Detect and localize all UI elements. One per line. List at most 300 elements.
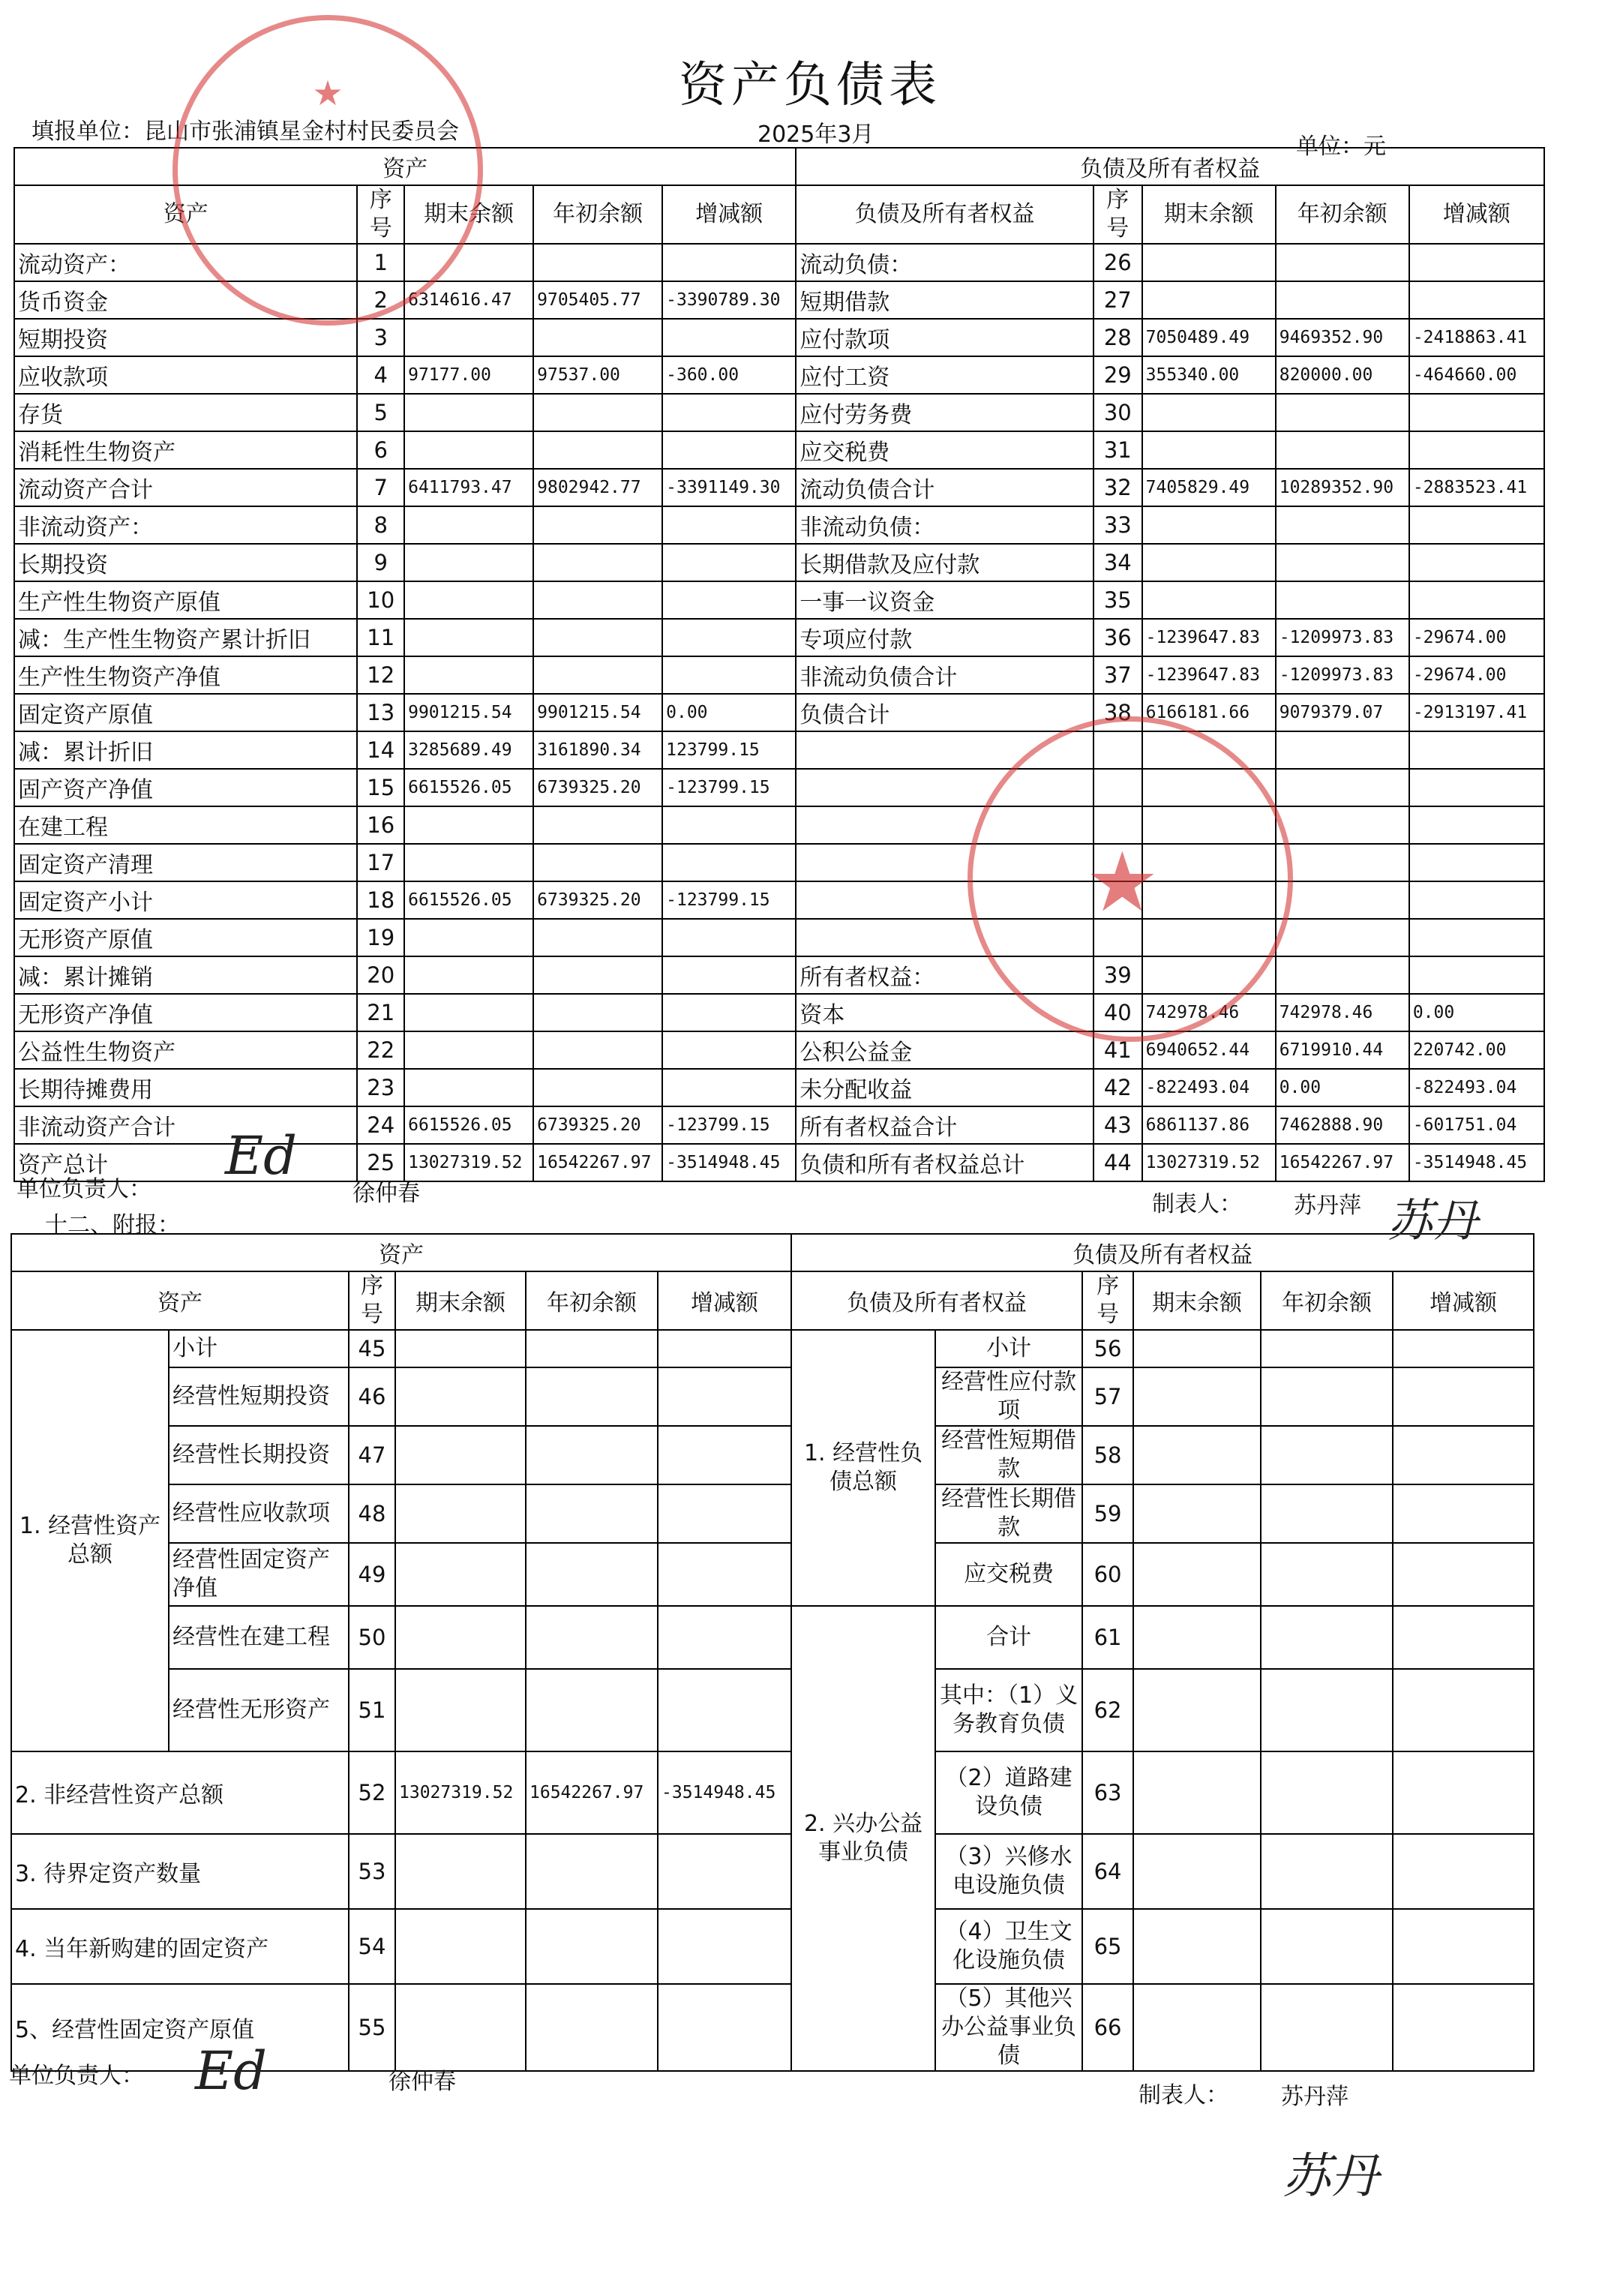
liab-item-label: （5）其他兴办公益事业负债 [935,1984,1082,2071]
liability-closing: 7050489.49 [1142,319,1276,356]
op-asset-item-label: 经营性在建工程 [169,1606,349,1669]
liab-item-label: 应交税费 [935,1543,1082,1606]
asset-change: -360.00 [662,356,796,394]
op-asset-item-label: 经营性应收款项 [169,1484,349,1543]
asset-item-label: 减：累计折旧 [14,731,357,769]
liability-opening: 9469352.90 [1276,319,1409,356]
liability-change [1409,806,1544,844]
op-assets-group-label: 1. 经营性资产总额 [11,1330,169,1751]
asset-closing [404,956,533,994]
liability-seq: 40 [1094,994,1142,1031]
asset-item-label: 固定资产小计 [14,881,357,919]
liab-item-label: 经营性应付款项 [935,1367,1082,1426]
unit-name: 填报单位：昆山市张浦镇星金村村民委员会 [32,119,459,145]
asset-seq: 21 [357,994,404,1031]
right-opening-header: 年初余额 [1276,185,1409,244]
asset-closing [404,319,533,356]
op-asset-closing [395,1543,526,1606]
asset-item-label: 长期投资 [14,544,357,581]
asset-seq: 16 [357,806,404,844]
asset-item-label: 消耗性生物资产 [14,431,357,469]
liability-seq: 39 [1094,956,1142,994]
other-asset-closing [395,1984,526,2071]
asset-opening: 16542267.97 [533,1144,662,1181]
op-asset-item-label: 经营性无形资产 [169,1669,349,1751]
liability-change: -822493.04 [1409,1069,1544,1106]
asset-change [662,581,796,619]
asset-closing: 6314616.47 [404,281,533,319]
liability-closing [1142,544,1276,581]
table-row [14,844,1544,881]
liability-item-label: 应付劳务费 [796,394,1094,431]
liability-change [1409,394,1544,431]
table-row [14,431,1544,469]
liability-closing: -822493.04 [1142,1069,1276,1106]
liability-opening [1276,394,1409,431]
asset-closing [404,919,533,956]
asset-seq: 2 [357,281,404,319]
liability-change: 0.00 [1409,994,1544,1031]
liability-item-label: 应交税费 [796,431,1094,469]
liab-opening [1261,1751,1393,1834]
liab-change [1393,1367,1534,1426]
table-row [14,506,1544,544]
op-asset-seq: 45 [349,1330,395,1367]
asset-change [662,1069,796,1106]
asset-closing: 97177.00 [404,356,533,394]
asset-change [662,319,796,356]
asset-item-label: 流动资产： [14,244,357,281]
liability-item-label: 流动负债： [796,244,1094,281]
liability-item-label: 所有者权益合计 [796,1106,1094,1144]
liab-seq: 58 [1082,1426,1133,1484]
asset-opening [533,1069,662,1106]
liability-opening: 742978.46 [1276,994,1409,1031]
liability-closing [1142,394,1276,431]
liability-opening: -1209973.83 [1276,619,1409,656]
other-asset-seq: 55 [349,1984,395,2071]
asset-opening: 9802942.77 [533,469,662,506]
op-asset-change [658,1669,791,1751]
liab-closing [1133,1909,1261,1984]
right-seq-header: 序号 [1094,185,1142,244]
liability-item-label: 未分配收益 [796,1069,1094,1106]
asset-seq: 10 [357,581,404,619]
asset-change [662,844,796,881]
op-asset-seq: 46 [349,1367,395,1426]
asset-change: -123799.15 [662,1106,796,1144]
asset-item-label: 固定资产原值 [14,694,357,731]
asset-closing [404,806,533,844]
asset-item-label: 货币资金 [14,281,357,319]
right-seq-header: 序号 [1082,1271,1133,1330]
other-asset-opening [526,1984,658,2071]
asset-opening: 3161890.34 [533,731,662,769]
table-row [14,956,1544,994]
asset-closing: 6411793.47 [404,469,533,506]
op-asset-item-label: 经营性固定资产净值 [169,1543,349,1606]
liability-opening [1276,731,1409,769]
liability-item-label: 资本 [796,994,1094,1031]
liability-seq: 37 [1094,656,1142,694]
left-seq-header: 序号 [357,185,404,244]
asset-opening: 6739325.20 [533,1106,662,1144]
liab-opening [1261,1669,1393,1751]
liability-seq: 35 [1094,581,1142,619]
table-row [14,1069,1544,1106]
other-asset-closing [395,1834,526,1909]
liab-closing [1133,1330,1261,1367]
left-opening-header: 年初余额 [533,185,662,244]
left-change-header: 增减额 [658,1271,791,1330]
asset-opening [533,581,662,619]
liability-seq: 43 [1094,1106,1142,1144]
asset-item-label: 短期投资 [14,319,357,356]
right-opening-header: 年初余额 [1261,1271,1393,1330]
liability-closing: 742978.46 [1142,994,1276,1031]
liability-group-header: 负债及所有者权益 [796,148,1544,185]
liability-closing [1142,431,1276,469]
op-asset-opening [526,1367,658,1426]
asset-change: 0.00 [662,694,796,731]
op-asset-seq: 47 [349,1426,395,1484]
table-row [14,806,1544,844]
liability-item-label: 应付款项 [796,319,1094,356]
liability-closing: 7405829.49 [1142,469,1276,506]
asset-change [662,544,796,581]
liability-change: 220742.00 [1409,1031,1544,1069]
asset-group-header: 资产 [14,148,796,185]
table-row [14,619,1544,656]
liability-opening [1276,544,1409,581]
public-liab-group-label: 2. 兴办公益事业负债 [791,1606,935,2071]
liab-item-label: 经营性长期借款 [935,1484,1082,1543]
liab-change [1393,1751,1534,1834]
liability-seq: 33 [1094,506,1142,544]
other-asset-label: 3. 待界定资产数量 [11,1834,349,1909]
table-row [14,919,1544,956]
liab-seq: 64 [1082,1834,1133,1909]
liab-change [1393,1330,1534,1367]
liab-closing [1133,1484,1261,1543]
asset-item-label: 固定资产清理 [14,844,357,881]
asset-opening [533,806,662,844]
asset-seq: 11 [357,619,404,656]
liab-opening [1261,1543,1393,1606]
liability-seq: 30 [1094,394,1142,431]
liab-opening [1261,1484,1393,1543]
preparer-label-2: 制表人： [1138,2082,1228,2108]
group-header-row [11,1234,1534,1271]
table-row [14,544,1544,581]
asset-opening [533,919,662,956]
asset-seq: 12 [357,656,404,694]
asset-closing [404,994,533,1031]
asset-change: -3390789.30 [662,281,796,319]
asset-opening: 9705405.77 [533,281,662,319]
asset-change [662,394,796,431]
asset-seq: 17 [357,844,404,881]
asset-opening [533,656,662,694]
liability-opening: 16542267.97 [1276,1144,1409,1181]
op-asset-closing [395,1330,526,1367]
liability-closing: 6940652.44 [1142,1031,1276,1069]
asset-change [662,656,796,694]
asset-closing [404,581,533,619]
asset-opening [533,244,662,281]
asset-seq: 1 [357,244,404,281]
asset-closing [404,619,533,656]
other-asset-label: 4. 当年新购建的固定资产 [11,1909,349,1984]
liability-opening [1276,244,1409,281]
asset-item-label: 减：生产性生物资产累计折旧 [14,619,357,656]
asset-seq: 22 [357,1031,404,1069]
asset-change: -3514948.45 [662,1144,796,1181]
asset-closing: 3285689.49 [404,731,533,769]
liab-change [1393,1426,1534,1484]
asset-closing [404,544,533,581]
liability-opening [1276,506,1409,544]
asset-closing: 6615526.05 [404,769,533,806]
asset-seq: 14 [357,731,404,769]
liab-change [1393,1834,1534,1909]
liab-item-label: 小计 [935,1330,1082,1367]
liability-seq: 27 [1094,281,1142,319]
liability-change: -601751.04 [1409,1106,1544,1144]
asset-item-label: 无形资产原值 [14,919,357,956]
liability-item-label: 长期借款及应付款 [796,544,1094,581]
left-closing-header: 期末余额 [395,1271,526,1330]
asset-closing: 6615526.05 [404,881,533,919]
other-asset-change [658,1984,791,2071]
asset-opening [533,319,662,356]
asset-change [662,1031,796,1069]
asset-seq: 13 [357,694,404,731]
asset-change: 123799.15 [662,731,796,769]
table-row [14,994,1544,1031]
asset-change [662,994,796,1031]
op-asset-seq: 50 [349,1606,395,1669]
liability-seq: 42 [1094,1069,1142,1106]
table-row [14,1031,1544,1069]
liability-seq: 29 [1094,356,1142,394]
asset-closing [404,1069,533,1106]
liab-seq: 62 [1082,1669,1133,1751]
asset-item-label: 生产性生物资产原值 [14,581,357,619]
asset-change [662,244,796,281]
responsible-signature-1: Ed [225,1125,297,1187]
asset-item-label: 减：累计摊销 [14,956,357,994]
asset-seq: 3 [357,319,404,356]
liability-change [1409,919,1544,956]
table-row [11,1606,1534,1669]
liab-item-label: 经营性短期借款 [935,1426,1082,1484]
report-period: 2025年3月 [758,122,874,148]
liability-seq: 44 [1094,1144,1142,1181]
table-row [11,1426,1534,1484]
liability-group-header: 负债及所有者权益 [791,1234,1534,1271]
liab-closing [1133,1426,1261,1484]
liability-change [1409,506,1544,544]
liability-closing: 13027319.52 [1142,1144,1276,1181]
asset-item-label: 公益性生物资产 [14,1031,357,1069]
op-asset-opening [526,1484,658,1543]
liab-seq: 63 [1082,1751,1133,1834]
left-closing-header: 期末余额 [404,185,533,244]
asset-item-label: 在建工程 [14,806,357,844]
right-closing-header: 期末余额 [1133,1271,1261,1330]
op-asset-item-label: 经营性长期投资 [169,1426,349,1484]
liab-opening [1261,1834,1393,1909]
liability-seq: 28 [1094,319,1142,356]
liab-opening [1261,1330,1393,1367]
responsible-signature-2: Ed [195,2040,267,2102]
liab-item-label: （2）道路建设负债 [935,1751,1082,1834]
liab-closing [1133,1669,1261,1751]
asset-opening: 97537.00 [533,356,662,394]
other-asset-opening [526,1909,658,1984]
liability-item-label: 短期借款 [796,281,1094,319]
other-asset-opening: 16542267.97 [526,1751,658,1834]
liab-seq: 59 [1082,1484,1133,1543]
responsible-label-1: 单位负责人： [16,1176,152,1202]
seal-star-icon: ★ [1085,834,1160,930]
liability-seq: 26 [1094,244,1142,281]
table-row [11,1909,1534,1984]
op-asset-opening [526,1426,658,1484]
op-asset-closing [395,1606,526,1669]
liability-opening: -1209973.83 [1276,656,1409,694]
asset-opening [533,1031,662,1069]
liab-seq: 65 [1082,1909,1133,1984]
asset-seq: 24 [357,1106,404,1144]
asset-item-label: 无形资产净值 [14,994,357,1031]
liab-item-label: （4）卫生文化设施负债 [935,1909,1082,1984]
liability-opening: 0.00 [1276,1069,1409,1106]
liability-change [1409,581,1544,619]
asset-change [662,956,796,994]
preparer-name-1: 苏丹萍 [1294,1193,1361,1219]
asset-closing [404,1031,533,1069]
op-asset-closing [395,1669,526,1751]
op-asset-opening [526,1543,658,1606]
liability-change [1409,544,1544,581]
liab-opening [1261,1909,1393,1984]
asset-group-header: 资产 [11,1234,791,1271]
asset-seq: 20 [357,956,404,994]
asset-opening [533,956,662,994]
liability-change [1409,844,1544,881]
liability-closing [1142,581,1276,619]
liab-change [1393,1669,1534,1751]
liability-closing [1142,281,1276,319]
liability-opening [1276,956,1409,994]
liability-change [1409,431,1544,469]
other-asset-opening [526,1834,658,1909]
right-change-header: 增减额 [1393,1271,1534,1330]
table-row [11,1751,1534,1834]
table-row [14,394,1544,431]
asset-opening [533,506,662,544]
asset-item-label: 长期待摊费用 [14,1069,357,1106]
asset-opening [533,844,662,881]
responsible-name-2: 徐仲春 [388,2069,456,2095]
liability-change [1409,881,1544,919]
table-row [11,1367,1534,1426]
liab-change [1393,1484,1534,1543]
liability-closing: 6861137.86 [1142,1106,1276,1144]
op-liab-group-label: 1. 经营性负债总额 [791,1330,935,1606]
asset-item-label: 生产性生物资产净值 [14,656,357,694]
asset-closing: 9901215.54 [404,694,533,731]
liability-opening [1276,919,1409,956]
liability-seq: 34 [1094,544,1142,581]
op-asset-closing [395,1426,526,1484]
liability-closing [1142,244,1276,281]
currency-unit: 单位：元 [1296,134,1386,160]
liability-change: -29674.00 [1409,656,1544,694]
op-asset-closing [395,1484,526,1543]
op-asset-closing [395,1367,526,1426]
asset-closing [404,506,533,544]
asset-opening [533,619,662,656]
op-asset-change [658,1367,791,1426]
liability-item-label: 专项应付款 [796,619,1094,656]
op-asset-item-label: 经营性短期投资 [169,1367,349,1426]
asset-closing [404,844,533,881]
preparer-signature-1: 苏丹 [1388,1195,1478,1247]
table-row [11,1330,1534,1367]
asset-seq: 6 [357,431,404,469]
preparer-name-2: 苏丹萍 [1281,2084,1348,2110]
op-asset-change [658,1426,791,1484]
asset-item-label: 非流动资产： [14,506,357,544]
liability-opening: 9079379.07 [1276,694,1409,731]
asset-seq: 18 [357,881,404,919]
asset-closing: 13027319.52 [404,1144,533,1181]
other-asset-change [658,1909,791,1984]
liability-change: -2883523.41 [1409,469,1544,506]
liab-closing [1133,1834,1261,1909]
asset-item-label: 固产资产净值 [14,769,357,806]
other-asset-closing: 13027319.52 [395,1751,526,1834]
liab-seq: 57 [1082,1367,1133,1426]
other-asset-seq: 54 [349,1909,395,1984]
left-seq-header: 序号 [349,1271,395,1330]
asset-seq: 8 [357,506,404,544]
responsible-name-1: 徐仲春 [352,1181,420,1207]
column-header-row [11,1271,1534,1330]
asset-seq: 4 [357,356,404,394]
liability-seq: 31 [1094,431,1142,469]
asset-seq: 5 [357,394,404,431]
liab-change [1393,1606,1534,1669]
liability-opening: 6719910.44 [1276,1031,1409,1069]
preparer-label-1: 制表人： [1152,1191,1242,1217]
asset-item-label: 应收款项 [14,356,357,394]
asset-closing [404,431,533,469]
asset-closing [404,656,533,694]
table-row [11,1543,1534,1606]
op-asset-change [658,1484,791,1543]
table-row [11,1669,1534,1751]
right-closing-header: 期末余额 [1142,185,1276,244]
op-asset-opening [526,1669,658,1751]
responsible-label-2: 单位负责人： [9,2063,144,2089]
table-row [14,656,1544,694]
liability-change [1409,731,1544,769]
village-committee-seal [172,15,483,326]
